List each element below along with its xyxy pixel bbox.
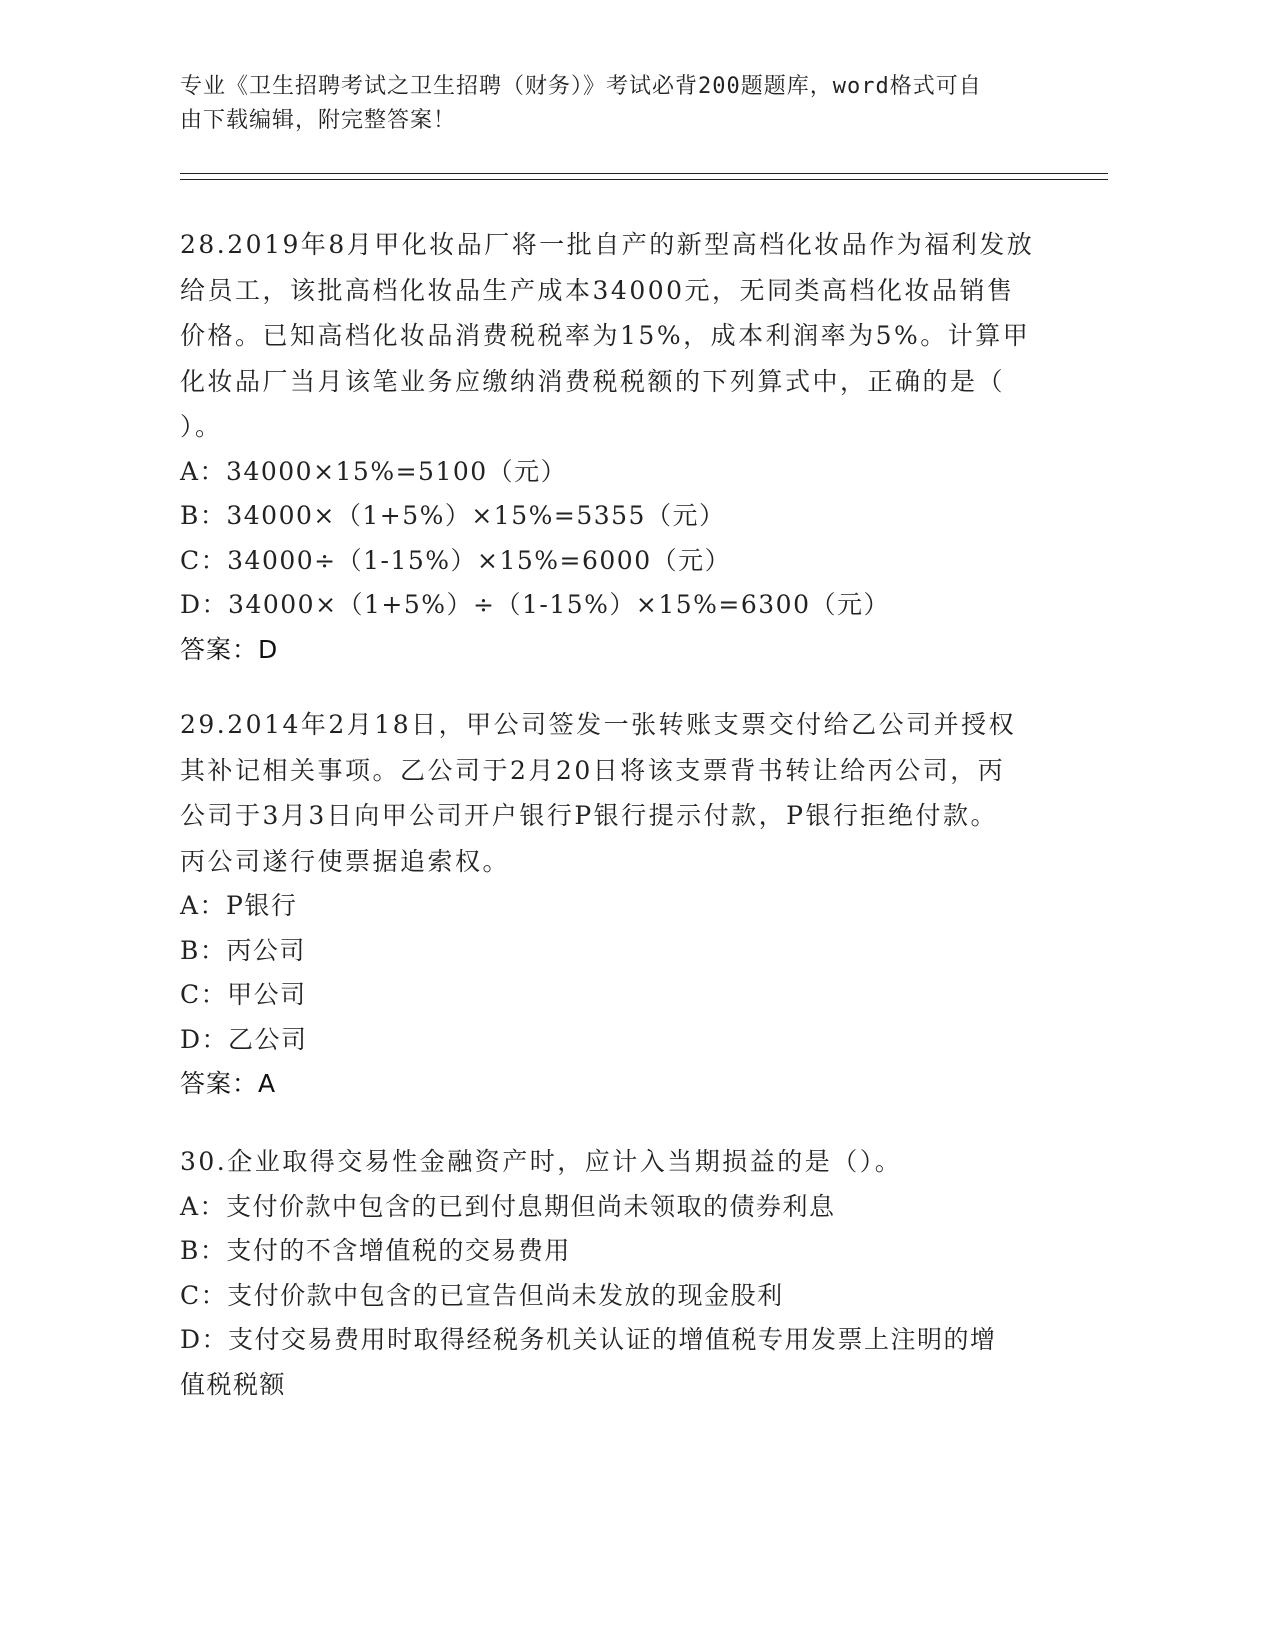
header-divider-top bbox=[180, 173, 1108, 174]
question-30 bbox=[180, 1139, 1070, 1407]
stem-line: 价格。已知高档化妆品消费税税率为15%，成本利润率为5%。计算甲 bbox=[180, 321, 1031, 350]
document-header bbox=[180, 70, 1060, 138]
stem-line: 给员工，该批高档化妆品生产成本34000元，无同类高档化妆品销售 bbox=[180, 275, 1015, 305]
option-c: C：支付价款中包含的已宣告但尚未发放的现金股利 bbox=[180, 1280, 784, 1310]
stem-line: 公司于3月3日向甲公司开户银行P银行提示付款，P银行拒绝付款。 bbox=[180, 801, 998, 830]
question-stem bbox=[180, 1139, 1070, 1185]
stem-line: 其补记相关事项。乙公司于2月20日将该支票背书转让给丙公司，丙 bbox=[180, 755, 1006, 785]
stem-line: ）。 bbox=[180, 412, 223, 441]
header-line-1: 专业《卫生招聘考试之卫生招聘（财务）》考试必背200题题库，word格式可自 bbox=[180, 74, 982, 99]
option-c: C：34000÷（1-15%）×15%=6000（元） bbox=[180, 545, 732, 575]
stem-line: 30.企业取得交易性金融资产时，应计入当期损益的是（）。 bbox=[180, 1147, 903, 1176]
option-c: C：甲公司 bbox=[180, 980, 307, 1009]
option-d: D：34000×（1+5%）÷（1-15%）×15%=6300（元） bbox=[180, 590, 890, 619]
option-d: D：乙公司 bbox=[180, 1024, 308, 1054]
option-a: A：P银行 bbox=[180, 891, 298, 920]
option-b: B：支付的不含增值税的交易费用 bbox=[180, 1236, 571, 1265]
header-divider-bottom bbox=[180, 179, 1108, 180]
header-line-2: 由下载编辑，附完整答案！ bbox=[180, 108, 457, 133]
option-d: D：支付交易费用时取得经税务机关认证的增值税专用发票上注明的增 bbox=[180, 1325, 997, 1354]
stem-line: 化妆品厂当月该笔业务应缴纳消费税税额的下列算式中，正确的是（ bbox=[180, 366, 1006, 396]
stem-line: 28.2019年8月甲化妆品厂将一批自产的新型高档化妆品作为福利发放 bbox=[180, 230, 1035, 259]
option-b: B：34000×（1+5%）×15%=5355（元） bbox=[180, 501, 726, 530]
option-a: A：支付价款中包含的已到付息期但尚未领取的债券利息 bbox=[180, 1191, 836, 1221]
option-a: A：34000×15%=5100（元） bbox=[180, 456, 568, 486]
stem-line: 丙公司遂行使票据追索权。 bbox=[180, 846, 511, 876]
stem-line: 29.2014年2月18日，甲公司签发一张转账支票交付给乙公司并授权 bbox=[180, 710, 1017, 739]
question-stem bbox=[180, 222, 1070, 450]
answer-label: 答案：A bbox=[180, 1069, 277, 1098]
option-d-continuation: 值税税额 bbox=[180, 1369, 287, 1399]
question-29 bbox=[180, 702, 1070, 1106]
option-b: B：丙公司 bbox=[180, 935, 306, 965]
question-28 bbox=[180, 222, 1070, 672]
answer-label: 答案：D bbox=[180, 634, 279, 664]
question-stem bbox=[180, 702, 1070, 884]
